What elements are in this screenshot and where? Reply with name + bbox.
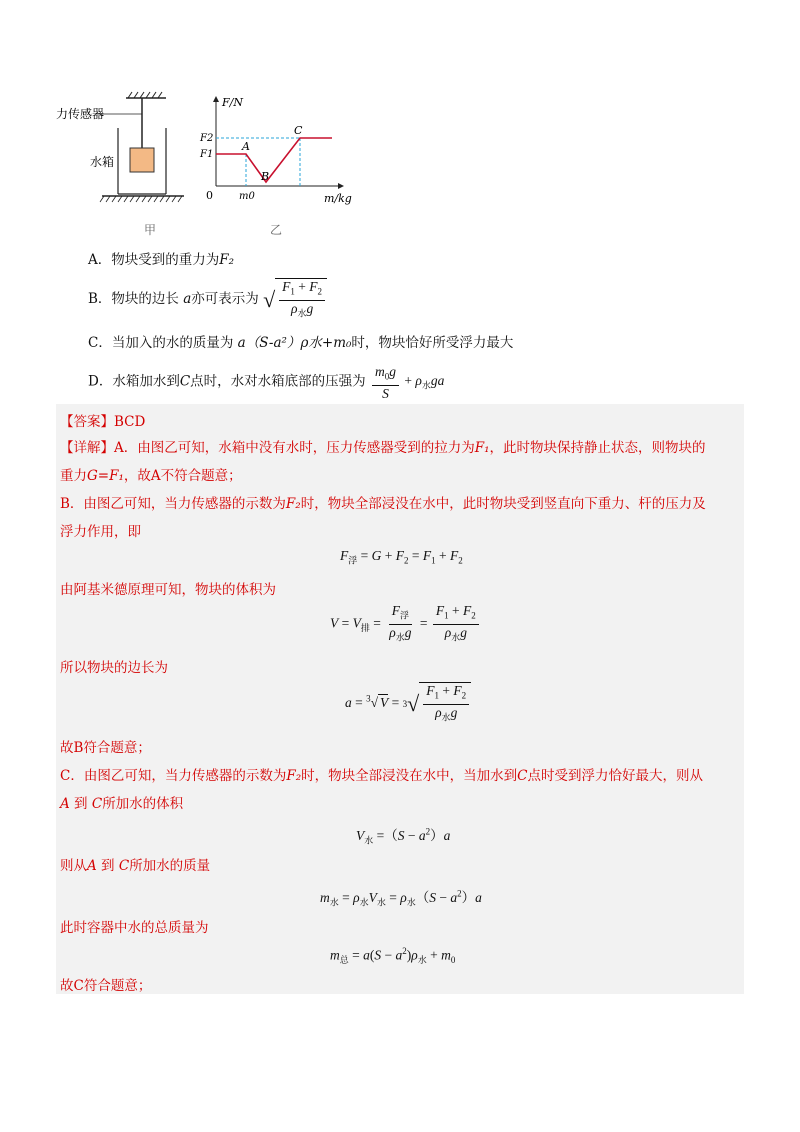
detail-sym-3: F₂ bbox=[285, 496, 301, 512]
equation-side: a = $^3$√ V = 3 √ $\frac{F_1 + F_2}{\rho_水g}$ bbox=[345, 682, 471, 725]
detail-line-3 bbox=[60, 492, 706, 512]
detail-sym-9b: C bbox=[91, 796, 103, 812]
equation-water-mass: $m_水 = \rho_水V_水 = \rho_水(S - a^2)a$ bbox=[320, 888, 482, 908]
option-d-symbol: C bbox=[179, 373, 191, 390]
detail-line-7 bbox=[60, 736, 151, 756]
origin-label: 0 bbox=[206, 189, 213, 202]
detail-sym-10: A bbox=[87, 858, 97, 874]
figure-svg bbox=[56, 88, 386, 238]
detail-tail-8: 时，物块全部浸没在水中，当加水到 bbox=[301, 768, 518, 784]
equation-volume: $V = V_排$ = $\frac{F_浮}{\rho_水g}$ = $\frac{F_1 + F_2}{\rho_水g}$ bbox=[330, 603, 481, 645]
detail-text-12: 故C符合题意； bbox=[60, 978, 152, 994]
f1-label: F1 bbox=[200, 149, 214, 160]
detail-sym-1: F₁ bbox=[474, 440, 490, 456]
x-axis-label: m/kg bbox=[324, 192, 352, 205]
point-b: B bbox=[261, 170, 270, 183]
detail-line-4 bbox=[60, 520, 141, 540]
m0-label: m0 bbox=[239, 191, 255, 202]
option-a-symbol: F₂ bbox=[219, 252, 235, 268]
jia-label: 甲 bbox=[144, 223, 157, 237]
detail-text-10: 则从 bbox=[60, 858, 87, 874]
option-a bbox=[88, 248, 234, 268]
detail-sym-8: F₂ bbox=[286, 768, 302, 784]
detail-text-2: 重力 bbox=[60, 468, 87, 484]
answer-line bbox=[60, 410, 145, 430]
option-d bbox=[88, 364, 444, 401]
detail-line-8 bbox=[60, 764, 703, 784]
detail-tail-3: 时，物块全部浸没在水中，此时物块受到竖直向下重力、杆的压力及 bbox=[300, 496, 706, 512]
detail-line-2 bbox=[60, 464, 242, 484]
option-a-text: A．物块受到的重力为 bbox=[88, 252, 220, 268]
graph bbox=[213, 96, 344, 189]
sensor-label: 力传感器 bbox=[56, 107, 105, 121]
detail-line-6 bbox=[60, 656, 168, 676]
option-c bbox=[88, 331, 513, 351]
detail-sym-10b: C bbox=[118, 858, 130, 874]
option-b-formula: √ $\frac{F_1 + F_2}{\rho_水g}$ bbox=[263, 278, 327, 321]
detail-text-5: 由阿基米德原理可知，物块的体积为 bbox=[60, 582, 276, 598]
detail-tail-1: ，此时物块保持静止状态，则物块的 bbox=[489, 440, 706, 456]
option-c-expr: a（S-a²）ρ水+m₀ bbox=[237, 335, 352, 351]
block bbox=[130, 148, 154, 172]
equation-buoyancy: $F_浮 = G + F_2 = F_1 + F_2$ bbox=[340, 548, 463, 566]
force-curve bbox=[216, 138, 332, 182]
detail-sym-8b: C bbox=[517, 768, 528, 784]
detail-text-3: B．由图乙可知，当力传感器的示数为 bbox=[60, 496, 286, 512]
option-b bbox=[88, 278, 327, 321]
detail-label: 【详解】 bbox=[60, 440, 114, 456]
physics-figure bbox=[56, 88, 386, 238]
answer-value: BCD bbox=[114, 414, 146, 430]
detail-text-4: 浮力作用，即 bbox=[60, 524, 141, 540]
detail-tail-8b: 点时受到浮力恰好最大，则从 bbox=[527, 768, 703, 784]
detail-line-5 bbox=[60, 578, 276, 598]
ceiling bbox=[126, 92, 166, 98]
f2-label: F2 bbox=[200, 133, 214, 144]
detail-line-10 bbox=[60, 854, 210, 874]
option-d-tail: 点时，水对水箱底部的压强为 bbox=[190, 373, 366, 390]
yi-label: 乙 bbox=[270, 223, 283, 237]
detail-text-1: A．由图乙可知，水箱中没有水时，压力传感器受到的拉力为 bbox=[114, 440, 475, 456]
detail-tail-2: ，故A不符合题意； bbox=[123, 468, 242, 484]
option-b-symbol: a bbox=[183, 291, 192, 308]
option-c-text: C．当加入的水的质量为 bbox=[88, 335, 234, 351]
option-d-formula: $\frac{m_0g}{S}$ + $\rho_水ga$ bbox=[370, 373, 444, 388]
detail-text-6: 所以物块的边长为 bbox=[60, 660, 168, 676]
detail-text-9: 到 bbox=[74, 796, 88, 812]
option-c-tail: 时，物块恰好所受浮力最大 bbox=[351, 335, 514, 351]
option-b-text: B．物块的边长 bbox=[88, 291, 179, 308]
detail-line-1 bbox=[60, 436, 706, 456]
detail-sym-9: A bbox=[60, 796, 70, 812]
option-b-tail: 亦可表示为 bbox=[191, 291, 259, 308]
detail-line-12 bbox=[60, 974, 151, 994]
equation-water-volume: $V_水 =(S - a^2)a$ bbox=[356, 826, 451, 846]
detail-mid-10: 到 bbox=[101, 858, 115, 874]
y-axis-label: F/N bbox=[222, 96, 243, 109]
point-c: C bbox=[294, 124, 303, 137]
detail-tail-10: 所加水的质量 bbox=[129, 858, 211, 874]
detail-sym-2: G=F₁ bbox=[87, 468, 124, 484]
detail-line-11 bbox=[60, 916, 209, 936]
detail-line-9 bbox=[60, 792, 183, 812]
detail-tail-9: 所加水的体积 bbox=[102, 796, 184, 812]
detail-text-11: 此时容器中水的总质量为 bbox=[60, 920, 209, 936]
option-d-text: D．水箱加水到 bbox=[88, 373, 180, 390]
tank-label: 水箱 bbox=[90, 155, 115, 169]
detail-text-8: C．由图乙可知，当力传感器的示数为 bbox=[60, 768, 287, 784]
equation-total-mass: $m_总 = a(S - a^2)\rho_水 + m_0$ bbox=[330, 946, 456, 966]
detail-text-7: 故B符合题意； bbox=[60, 740, 151, 756]
answer-label: 【答案】 bbox=[60, 414, 114, 430]
point-a: A bbox=[242, 140, 250, 153]
